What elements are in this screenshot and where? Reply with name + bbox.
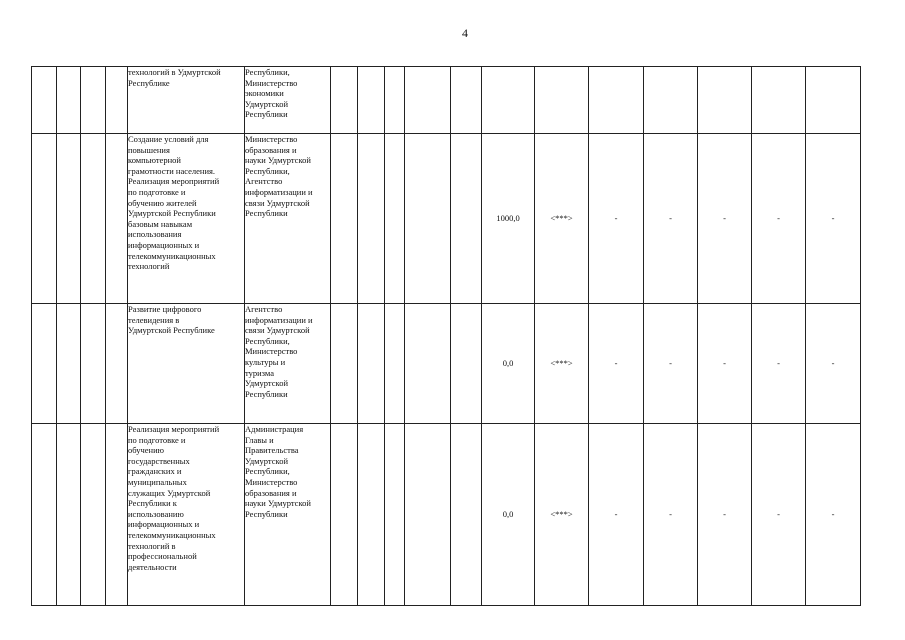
funding-amount: 0,0: [482, 304, 535, 424]
activity-name: Создание условий для повышения компьютерной грамотности населения. Реализация мероприятий по подготовке и обучению жителей Удмуртской Республики базовым навыкам использования информационных и телекоммуникационных технологий: [128, 134, 245, 304]
activity-name: технологий в Удмуртской Республике: [128, 67, 245, 134]
table-row: [32, 67, 861, 134]
funding-amount: [482, 67, 535, 134]
activity-name: Реализация мероприятий по подготовке и обучению государственных гражданских и муниципальных служащих Удмуртской Республики к использованию информационных и телекоммуникационных технологий в профессиональной деятельности: [128, 424, 245, 606]
value-cell: -: [806, 424, 861, 606]
value-cell: -: [752, 134, 806, 304]
value-cell: -: [698, 304, 752, 424]
table-row: [32, 134, 861, 304]
page-number: 4: [462, 26, 468, 40]
value-cell: [698, 67, 752, 134]
value-cell: [752, 67, 806, 134]
program-table: [31, 66, 861, 606]
executor: Министерство образования и науки Удмуртской Республики, Агентство информатизации и связи Удмуртской Республики: [245, 134, 331, 304]
value-cell: -: [644, 424, 698, 606]
funding-note: <***>: [535, 424, 589, 606]
table-row: [32, 304, 861, 424]
value-cell: -: [698, 134, 752, 304]
funding-amount: 0,0: [482, 424, 535, 606]
value-cell: -: [752, 304, 806, 424]
value-cell: [806, 67, 861, 134]
funding-note: <***>: [535, 134, 589, 304]
value-cell: [589, 67, 644, 134]
value-cell: -: [644, 304, 698, 424]
value-cell: -: [752, 424, 806, 606]
activity-name: Развитие цифрового телевидения в Удмуртской Республике: [128, 304, 245, 424]
funding-note: [535, 67, 589, 134]
value-cell: -: [589, 424, 644, 606]
value-cell: -: [589, 134, 644, 304]
value-cell: [644, 67, 698, 134]
funding-note: <***>: [535, 304, 589, 424]
funding-amount: 1000,0: [482, 134, 535, 304]
value-cell: -: [698, 424, 752, 606]
executor: Агентство информатизации и связи Удмуртской Республики, Министерство культуры и туризма Удмуртской Республики: [245, 304, 331, 424]
value-cell: -: [644, 134, 698, 304]
value-cell: -: [589, 304, 644, 424]
executor: Администрация Главы и Правительства Удмуртской Республики, Министерство образования и науки Удмуртской Республики: [245, 424, 331, 606]
table-row: [32, 424, 861, 606]
value-cell: -: [806, 134, 861, 304]
value-cell: -: [806, 304, 861, 424]
executor: Республики, Министерство экономики Удмуртской Республики: [245, 67, 331, 134]
